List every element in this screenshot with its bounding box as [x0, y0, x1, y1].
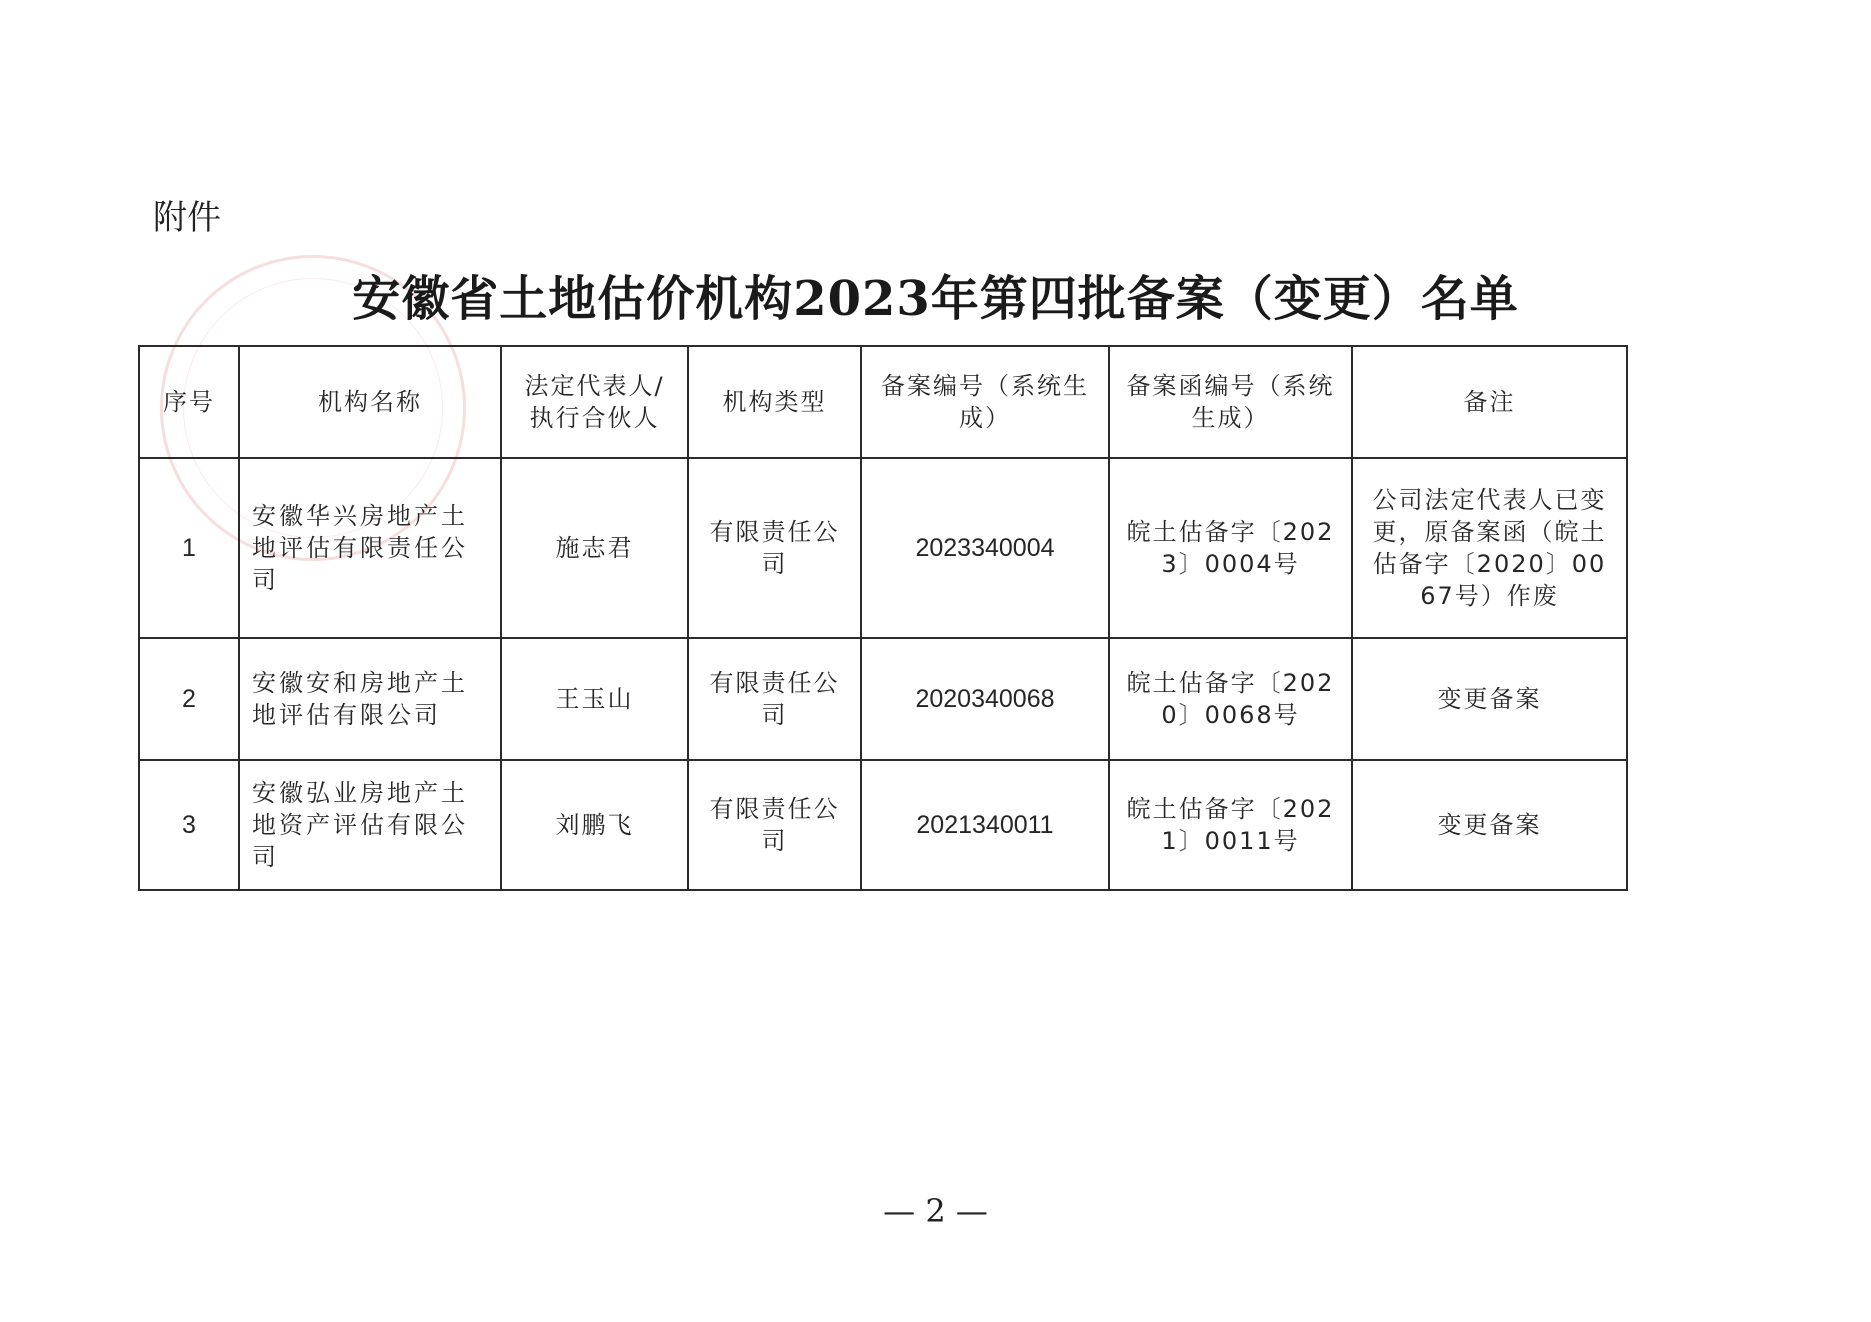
row-org-type: 有限责任公司: [688, 760, 861, 890]
row-org-type: 有限责任公司: [688, 638, 861, 760]
row-remark: 变更备案: [1352, 760, 1627, 890]
row-org-name: 安徽华兴房地产土地评估有限责任公司: [239, 458, 501, 638]
row-representative: 刘鹏飞: [501, 760, 688, 890]
table-row: [139, 638, 1627, 760]
page-number: — 2 —: [883, 1192, 988, 1230]
row-record-no: 2021340011: [861, 760, 1109, 890]
row-remark: 公司法定代表人已变更，原备案函（皖土估备字〔2020〕0067号）作废: [1352, 458, 1627, 638]
header-org-name: 机构名称: [239, 346, 501, 458]
row-remark: 变更备案: [1352, 638, 1627, 760]
registration-table: [138, 345, 1628, 891]
table-row: [139, 760, 1627, 890]
row-org-name: 安徽弘业房地产土地资产评估有限公司: [239, 760, 501, 890]
row-representative: 王玉山: [501, 638, 688, 760]
row-seq: 2: [139, 638, 239, 760]
row-seq: 3: [139, 760, 239, 890]
attachment-label: 附件: [153, 198, 221, 238]
row-record-no: 2023340004: [861, 458, 1109, 638]
row-record-no: 2020340068: [861, 638, 1109, 760]
header-letter-no: 备案函编号（系统生成）: [1109, 346, 1352, 458]
table-header-row: [139, 346, 1627, 458]
row-seq: 1: [139, 458, 239, 638]
row-letter-no: 皖土估备字〔2023〕0004号: [1109, 458, 1352, 638]
table-row: [139, 458, 1627, 638]
row-representative: 施志君: [501, 458, 688, 638]
row-org-type: 有限责任公司: [688, 458, 861, 638]
header-remark: 备注: [1352, 346, 1627, 458]
row-org-name: 安徽安和房地产土地评估有限公司: [239, 638, 501, 760]
row-letter-no: 皖土估备字〔2020〕0068号: [1109, 638, 1352, 760]
header-seq: 序号: [139, 346, 239, 458]
header-representative: 法定代表人/执行合伙人: [501, 346, 688, 458]
header-org-type: 机构类型: [688, 346, 861, 458]
header-record-no: 备案编号（系统生成）: [861, 346, 1109, 458]
document-title: 安徽省土地估价机构2023年第四批备案（变更）名单: [352, 271, 1519, 327]
row-letter-no: 皖土估备字〔2021〕0011号: [1109, 760, 1352, 890]
